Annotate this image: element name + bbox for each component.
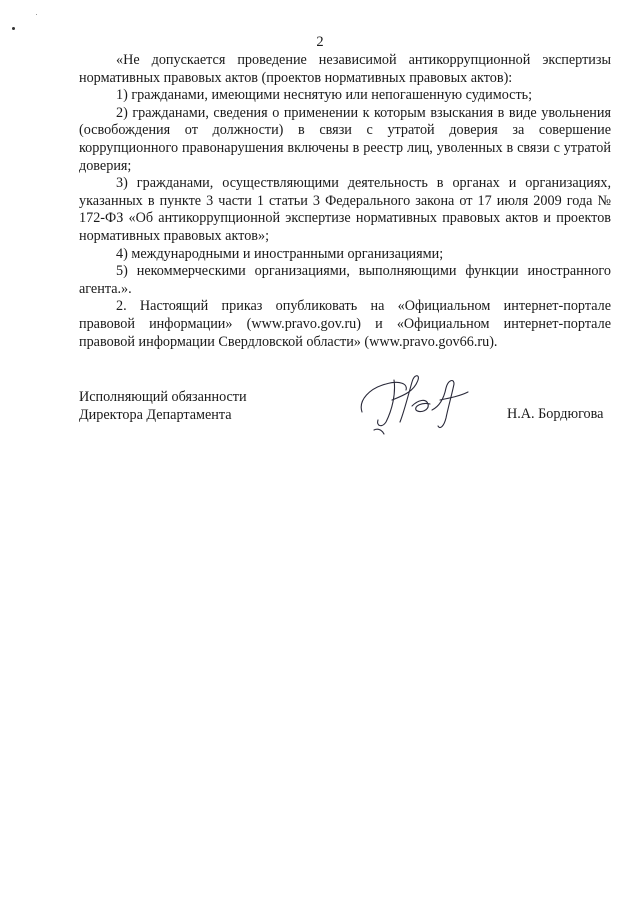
signer-name: Н.А. Бордюгова (507, 406, 604, 422)
page-number: 2 (316, 34, 324, 50)
paragraph-item-3: 3) гражданами, осуществляющими деятельность в органах и организациях, указанных в пункте 3 части 1 статьи 3 Федерального закона от 17 июля 2009 года № 172-ФЗ «Об антикоррупционной экспертизе нормативных правовых актов и проектов нормативных правовых актов»; (79, 175, 611, 244)
signer-position-line-1: Исполняющий обязанности (79, 389, 247, 405)
signer-position-line-2: Директора Департамента (79, 407, 232, 423)
paragraph-item-4: 4) международными и иностранными организациями; (116, 245, 444, 262)
paragraph-item-2: 2) гражданами, сведения о применении к которым взыскания в виде увольнения (освобождения от должности) в связи с утратой доверия за совершение коррупционного правонарушения включены в реестр лиц, уволенных в связи с утратой доверия; (79, 104, 611, 174)
scan-speck (36, 14, 37, 15)
signer-position (79, 388, 247, 424)
paragraph-publish-order: 2. Настоящий приказ опубликовать на «Официальном интернет-портале правовой информации» (www.pravo.gov.ru) и «Официальном интернет-портале правовой информации Свердловской области» (www.pravo.gov66.ru). (79, 298, 611, 350)
document-body (79, 52, 611, 351)
paragraph-item-5: 5) некоммерческими организациями, выполняющими функции иностранного агента.». (79, 263, 611, 297)
handwritten-signature (356, 370, 496, 440)
paragraph-intro: «Не допускается проведение независимой антикоррупционной экспертизы нормативных правовых актов (проектов нормативных правовых актов): (79, 52, 611, 86)
scan-speck (12, 27, 15, 30)
paragraph-item-1: 1) гражданами, имеющими неснятую или непогашенную судимость; (116, 87, 533, 104)
